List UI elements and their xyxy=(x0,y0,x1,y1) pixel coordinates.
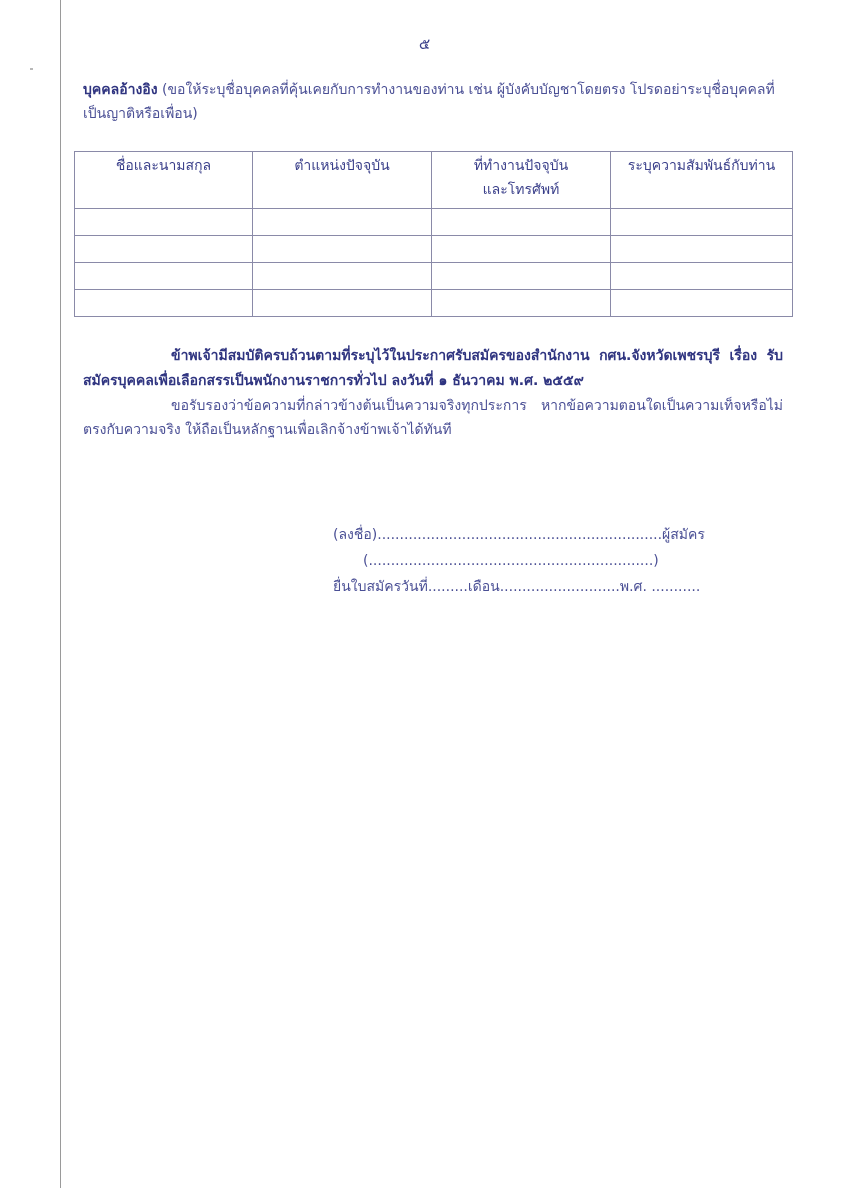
table-row xyxy=(75,263,793,290)
printed-name-line: (................................................................) xyxy=(363,553,659,569)
table-cell[interactable] xyxy=(432,290,611,317)
scan-edge-line xyxy=(60,0,61,1188)
table-cell[interactable] xyxy=(432,236,611,263)
signature-block xyxy=(333,522,705,600)
reference-table xyxy=(74,151,793,317)
table-cell[interactable] xyxy=(611,290,793,317)
table-row xyxy=(75,290,793,317)
reference-heading: บุคคลอ้างอิง xyxy=(83,82,158,98)
table-cell[interactable] xyxy=(253,209,432,236)
signature-line: (ลงชื่อ)................................................................ผู้สมัคร xyxy=(333,527,705,543)
table-cell[interactable] xyxy=(253,290,432,317)
table-cell[interactable] xyxy=(253,263,432,290)
header-relationship: ระบุความสัมพันธ์กับท่าน xyxy=(611,152,793,209)
table-cell[interactable] xyxy=(75,263,253,290)
reference-instruction: (ขอให้ระบุชื่อบุคคลที่คุ้นเคยกับการทำงานของท่าน เช่น ผู้บังคับบัญชาโดยตรง โปรดอย่าระบุชื่อบุคคลที่เป็นญาติหรือเพื่อน) xyxy=(83,82,775,122)
reference-intro xyxy=(83,78,783,126)
qualification-declaration: ข้าพเจ้ามีสมบัติครบถ้วนตามที่ระบุไว้ในประกาศรับสมัครของสำนักงาน กศน.จังหวัดเพชรบุรี เรื่อง รับสมัครบุคคลเพื่อเลือกสรรเป็นพนักงานราชการทั่วไป ลงวันที่ ๑ ธันวาคม พ.ศ. ๒๕๕๙ xyxy=(83,348,783,389)
table-cell[interactable] xyxy=(75,209,253,236)
table-cell[interactable] xyxy=(75,290,253,317)
table-row xyxy=(75,209,793,236)
header-workplace-phone: ที่ทำงานปัจจุบัน และโทรศัพท์ xyxy=(432,152,611,209)
table-cell[interactable] xyxy=(432,263,611,290)
table-cell[interactable] xyxy=(432,209,611,236)
truth-certification: ขอรับรองว่าข้อความที่กล่าวข้างต้นเป็นความจริงทุกประการ หากข้อความตอนใดเป็นความเท็จหรือไม่ตรงกับความจริง ให้ถือเป็นหลักฐานเพื่อเลิกจ้างข้าพเจ้าได้ทันที xyxy=(83,398,783,438)
submission-date-line: ยื่นใบสมัครวันที่.........เดือน...........................พ.ศ. ........... xyxy=(333,579,701,595)
header-position: ตำแหน่งปัจจุบัน xyxy=(253,152,432,209)
table-cell[interactable] xyxy=(611,209,793,236)
scan-speck xyxy=(30,68,33,70)
table-cell[interactable] xyxy=(611,236,793,263)
table-header-row xyxy=(75,152,793,209)
header-name: ชื่อและนามสกุล xyxy=(75,152,253,209)
table-cell[interactable] xyxy=(611,263,793,290)
table-cell[interactable] xyxy=(253,236,432,263)
table-row xyxy=(75,236,793,263)
table-cell[interactable] xyxy=(75,236,253,263)
page-number: ๕ xyxy=(418,35,431,53)
